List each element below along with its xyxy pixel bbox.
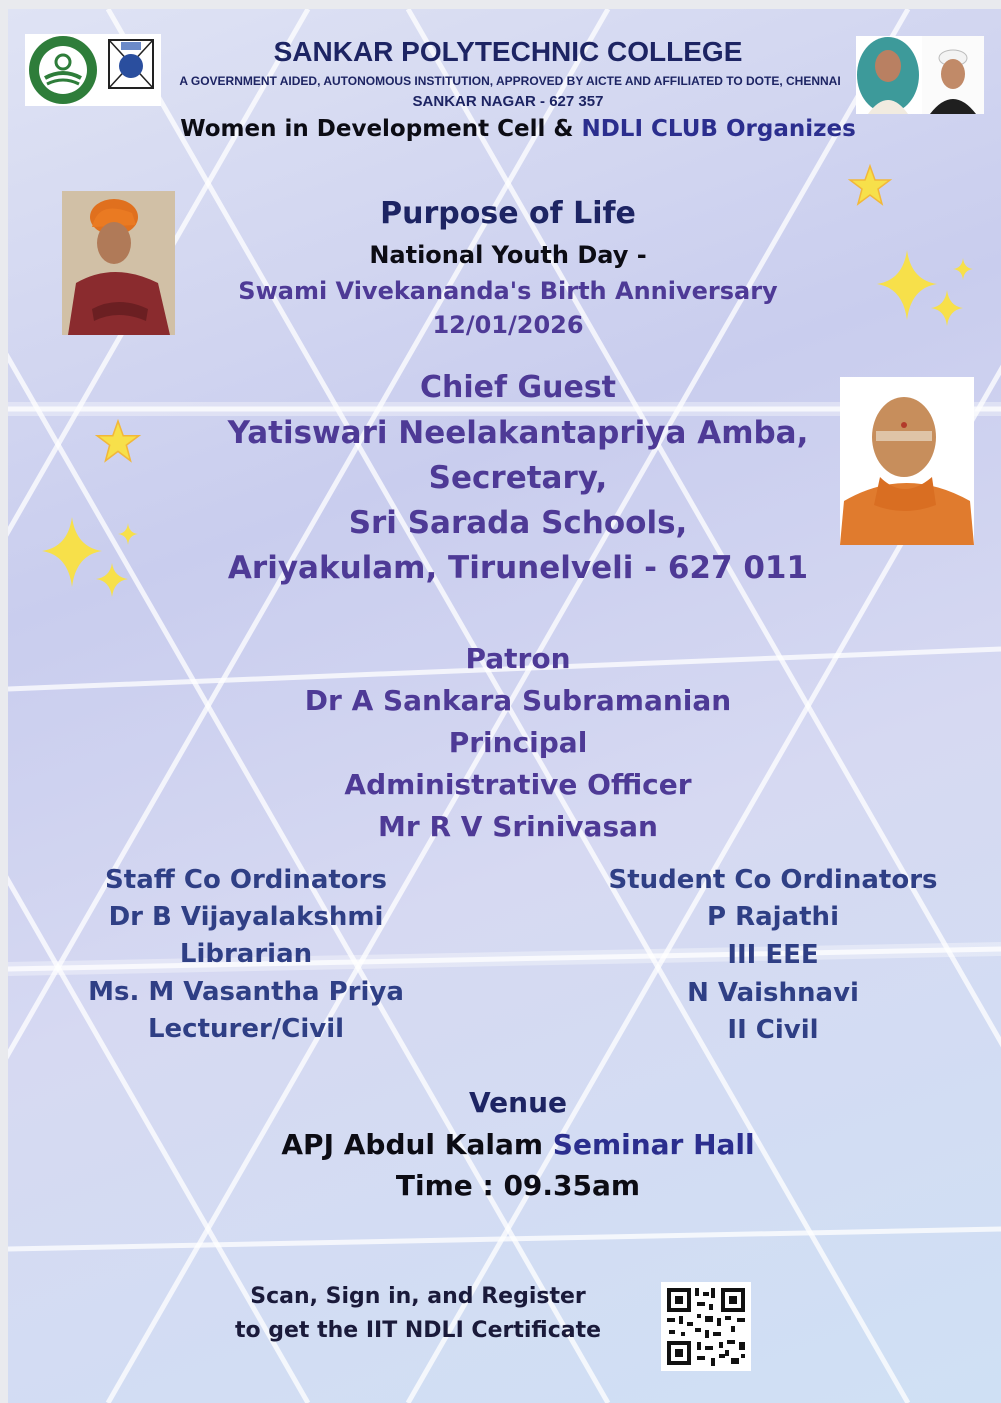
event-occasion: National Youth Day -: [369, 241, 647, 269]
patron-heading: Patron: [465, 642, 571, 675]
sparkle-star-icon: [875, 244, 975, 334]
venue-hall-part2: Seminar Hall: [552, 1128, 755, 1161]
chief-guest-name: Yatiswari Neelakantapriya Amba,: [227, 415, 809, 451]
student-line: II Civil: [727, 1015, 819, 1045]
student-line: P Rajathi: [707, 902, 839, 932]
sparkle-star-icon: [40, 513, 145, 603]
event-occasion-2: Swami Vivekananda's Birth Anniversary: [238, 277, 778, 305]
chief-guest-heading: Chief Guest: [419, 370, 617, 405]
ndli-logo-icon: [25, 34, 101, 106]
admin-officer-role: Administrative Officer: [344, 768, 692, 801]
organizers-cell: Women in Development Cell &: [180, 116, 582, 142]
admin-officer-name: Mr R V Srinivasan: [378, 810, 658, 843]
vivekananda-photo: [62, 191, 175, 335]
organizers-club: NDLI CLUB Organizes: [581, 116, 856, 142]
register-line-1: Scan, Sign in, and Register: [250, 1284, 586, 1309]
founder-photo: [856, 36, 984, 114]
student-line: N Vaishnavi: [687, 978, 859, 1008]
organizers-line: [98, 116, 938, 142]
staff-line: Ms. M Vasantha Priya: [88, 977, 404, 1007]
staff-heading: Staff Co Ordinators: [105, 865, 387, 895]
student-heading: Student Co Ordinators: [608, 865, 938, 895]
qr-code[interactable]: [661, 1282, 751, 1371]
patron-name: Dr A Sankara Subramanian: [304, 684, 732, 717]
student-line: III EEE: [727, 940, 819, 970]
chief-guest-organisation: Sri Sarada Schools,: [348, 505, 688, 541]
college-logo-icon: [101, 34, 161, 106]
guest-photo: [840, 377, 974, 545]
chief-guest-designation: Secretary,: [428, 460, 608, 496]
college-address: SANKAR NAGAR - 627 357: [412, 93, 604, 110]
venue-hall-part1: APJ Abdul Kalam: [281, 1128, 553, 1161]
event-date: 12/01/2026: [432, 311, 584, 339]
patron-role: Principal: [448, 726, 588, 759]
sparkle-star-icon: [93, 417, 143, 467]
poster: [8, 9, 1001, 1403]
sparkle-star-icon: [846, 162, 894, 210]
venue-time: Time : 09.35am: [395, 1169, 641, 1202]
register-line-2: to get the IIT NDLI Certificate: [234, 1318, 602, 1343]
staff-line: Dr B Vijayalakshmi: [108, 902, 384, 932]
staff-line: Librarian: [179, 939, 313, 969]
college-name: SANKAR POLYTECHNIC COLLEGE: [273, 36, 743, 67]
chief-guest-address: Ariyakulam, Tirunelveli - 627 011: [227, 550, 809, 586]
college-subtitle: A GOVERNMENT AIDED, AUTONOMOUS INSTITUTION, APPROVED BY AICTE AND AFFILIATED TO DOTE, CHENNAI: [179, 74, 841, 88]
staff-line: Lecturer/Civil: [147, 1014, 345, 1044]
venue-hall: [168, 1128, 868, 1161]
venue-heading: Venue: [469, 1086, 567, 1119]
event-title: Purpose of Life: [380, 196, 636, 231]
